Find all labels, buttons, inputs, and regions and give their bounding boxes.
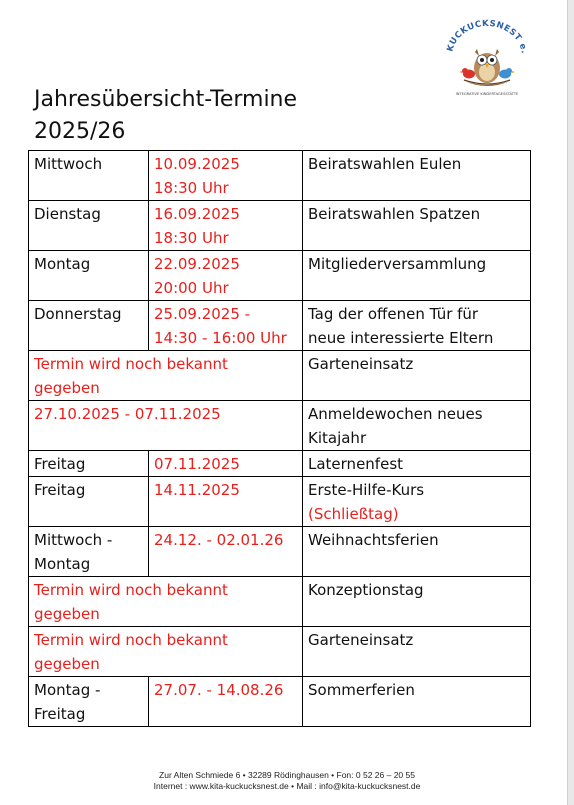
event-cell-line: Anmeldewochen neues [308, 405, 483, 423]
day-cell [29, 251, 149, 301]
date-span-cell [29, 627, 303, 677]
table-row [29, 527, 531, 577]
event-cell [303, 151, 531, 201]
day-cell-line: Montag [34, 555, 91, 573]
table-row [29, 577, 531, 627]
day-cell [29, 527, 149, 577]
footer [0, 770, 574, 792]
event-cell-line: Beiratswahlen Eulen [308, 155, 462, 173]
event-cell-line: Garteneinsatz [308, 355, 414, 373]
table-row [29, 677, 531, 727]
date-span-cell-line: 27.10.2025 - 07.11.2025 [34, 405, 221, 423]
date-cell-line: 24.12. - 02.01.26 [154, 531, 284, 549]
event-cell-line: Garteneinsatz [308, 631, 414, 649]
event-cell-line: Kitajahr [308, 429, 367, 447]
day-cell-line: Freitag [34, 455, 86, 473]
day-cell [29, 201, 149, 251]
date-span-cell [29, 351, 303, 401]
day-cell [29, 451, 149, 477]
event-cell [303, 677, 531, 727]
day-cell-line: Donnerstag [34, 305, 122, 323]
event-cell-line: Mitgliederversammlung [308, 255, 487, 273]
table-row [29, 151, 531, 201]
event-cell [303, 201, 531, 251]
date-span-cell-line: gegeben [34, 605, 100, 623]
date-cell [149, 151, 303, 201]
page-title [34, 84, 297, 148]
date-cell [149, 201, 303, 251]
table-row [29, 251, 531, 301]
kuckucksnest-logo [444, 18, 530, 98]
date-cell-line: 22.09.2025 [154, 255, 240, 273]
event-cell-line: (Schließtag) [308, 505, 399, 523]
event-cell [303, 477, 531, 527]
date-cell [149, 477, 303, 527]
day-cell-line: Montag - [34, 681, 101, 699]
date-cell [149, 527, 303, 577]
logo-name: KUCKUCKSNEST e. [445, 18, 529, 55]
event-cell-line: Beiratswahlen Spatzen [308, 205, 481, 223]
date-span-cell-line: gegeben [34, 655, 100, 673]
table-row [29, 627, 531, 677]
date-cell-line: 20:00 Uhr [154, 279, 229, 297]
date-cell [149, 451, 303, 477]
date-cell-line: 25.09.2025 - [154, 305, 251, 323]
table-row [29, 351, 531, 401]
day-cell-line: Mittwoch - [34, 531, 113, 549]
event-cell-line: Konzeptionstag [308, 581, 424, 599]
schedule-table [28, 150, 531, 727]
table-row [29, 401, 531, 451]
logo-subtitle: INTEGRATIVE KINDERTAGESSTÄTTE [455, 92, 519, 96]
title-line-1: Jahresübersicht-Termine [34, 87, 298, 112]
footer-address: Zur Alten Schmiede 6 • 32289 Rödinghausen • Fon: 0 52 26 – 20 55 [159, 770, 415, 780]
day-cell [29, 677, 149, 727]
date-cell-line: 16.09.2025 [154, 205, 240, 223]
event-cell [303, 301, 531, 351]
event-cell [303, 527, 531, 577]
day-cell-line: Freitag [34, 481, 86, 499]
footer-contact: Internet : www.kita-kuckucksnest.de • Mail : info@kita-kuckucksnest.de [153, 781, 421, 791]
event-cell-line: Erste-Hilfe-Kurs [308, 481, 425, 499]
date-span-cell-line: gegeben [34, 379, 100, 397]
event-cell [303, 451, 531, 477]
date-cell-line: 14.11.2025 [154, 481, 240, 499]
date-cell [149, 677, 303, 727]
date-span-cell-line: Termin wird noch bekannt [34, 631, 228, 649]
event-cell-line: neue interessierte Eltern [308, 329, 494, 347]
day-cell-line: Montag [34, 255, 91, 273]
event-cell-line: Weihnachtsferien [308, 531, 439, 549]
svg-text:KUCKUCKSNEST e.V. [444, 18, 529, 55]
day-cell-line: Mittwoch [34, 155, 103, 173]
event-cell [303, 251, 531, 301]
day-cell [29, 477, 149, 527]
event-cell-line: Sommerferien [308, 681, 415, 699]
date-cell [149, 251, 303, 301]
date-span-cell-line: Termin wird noch bekannt [34, 355, 228, 373]
day-cell [29, 301, 149, 351]
table-row [29, 477, 531, 527]
day-cell-line: Freitag [34, 705, 86, 723]
event-cell [303, 577, 531, 627]
title-line-2: 2025/26 [34, 119, 126, 144]
date-cell-line: 07.11.2025 [154, 455, 240, 473]
event-cell-line: Tag der offenen Tür für [308, 305, 479, 323]
event-cell-line: Laternenfest [308, 455, 404, 473]
page-edge [567, 0, 574, 805]
date-cell-line: 14:30 - 16:00 Uhr [154, 329, 287, 347]
table-row [29, 451, 531, 477]
event-cell [303, 627, 531, 677]
table-row [29, 201, 531, 251]
table-row [29, 301, 531, 351]
date-cell-line: 27.07. - 14.08.26 [154, 681, 284, 699]
date-cell-line: 18:30 Uhr [154, 229, 229, 247]
event-cell [303, 351, 531, 401]
day-cell [29, 151, 149, 201]
date-span-cell-line: Termin wird noch bekannt [34, 581, 228, 599]
date-span-cell [29, 577, 303, 627]
date-span-cell [29, 401, 303, 451]
date-cell [149, 301, 303, 351]
event-cell [303, 401, 531, 451]
date-cell-line: 10.09.2025 [154, 155, 240, 173]
date-cell-line: 18:30 Uhr [154, 179, 229, 197]
day-cell-line: Dienstag [34, 205, 101, 223]
